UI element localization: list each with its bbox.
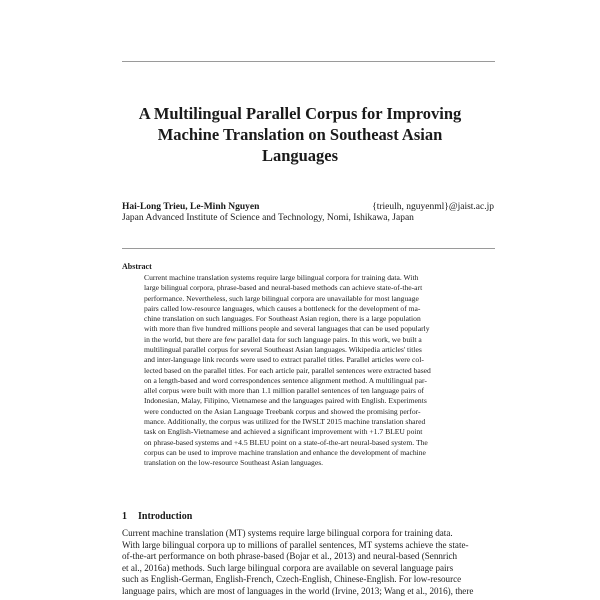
author-block — [122, 202, 494, 224]
abstract-heading: Abstract — [122, 262, 152, 271]
text-line: language pairs, which are most of languages in the world (Irvine, 2013; Wang et al., 2016), there — [122, 585, 474, 596]
text-line: on phrase-based systems and +4.5 BLEU point on a state-of-the-art neural-based system. The — [144, 437, 428, 447]
text-line: chine translation on such languages. For Southeast Asian region, there is a large population — [144, 314, 421, 324]
section-number: 1 — [122, 511, 127, 522]
text-line: such as English-German, English-French, Czech-English, Chinese-English. For low-resource — [122, 574, 462, 585]
text-line: mance. Additionally, the corpus was utilized for the IWSLT 2015 machine translation shared — [144, 416, 426, 426]
text-line: corpus can be used to improve machine translation and enhance the development of machine — [144, 447, 426, 457]
text-line: in the world, but there are few parallel data for such language pairs. In this work, we built a — [144, 334, 422, 344]
intro-body — [122, 528, 495, 598]
mid-rule — [122, 248, 495, 249]
text-line: allel corpus were built with more than 1.1 million parallel sentences of ten language pairs of — [144, 386, 425, 396]
text-line: Current machine translation systems require large bilingual corpora for training data. With — [144, 273, 419, 282]
text-line: multilingual parallel corpus for several Southeast Asian languages. Wikipedia articles' titles — [144, 344, 422, 354]
text-line: translation on the low-resource Southeast Asian languages. — [144, 458, 324, 468]
text-line: performance. Nevertheless, such large bilingual corpora are unavailable for most language — [144, 293, 419, 303]
top-rule — [122, 61, 495, 62]
title-line: Machine Translation on Southeast Asian — [157, 125, 443, 144]
text-line: task on English-Vietnamese and achieved a significant improvement with +1.7 BLEU point — [144, 427, 423, 437]
text-line: with more than five hundred millions people and several languages that can be used popularly — [144, 324, 430, 334]
paper-title — [110, 103, 490, 166]
author-affiliation: Japan Advanced Institute of Science and Technology, Nomi, Ishikawa, Japan — [122, 213, 414, 223]
author-names: Hai-Long Trieu, Le-Minh Nguyen — [122, 202, 260, 212]
title-line: Languages — [261, 146, 339, 165]
author-email: {trieulh, nguyenml}@jaist.ac.jp — [372, 202, 494, 212]
text-line: pairs called low-resource languages, which causes a bottleneck for the development of ma- — [144, 303, 421, 313]
text-line: lected based on the parallel titles. For each article pair, parallel sentences were extracted based — [144, 365, 431, 375]
text-line: and inter-language link records were used to extract parallel titles. Parallel articles were col- — [144, 355, 424, 365]
text-line: on a length-based and word correspondences sentence alignment method. A multilingual par- — [144, 375, 427, 385]
text-line: of-the-art performance on both phrase-based (Bojar et al., 2013) and neural-based (Sennrich — [122, 551, 458, 562]
text-line: large bilingual corpora, phrase-based and neural-based methods can achieve state-of-the-art — [144, 283, 423, 293]
text-line: et al., 2016a) methods. Such large bilingual corpora are available on several language pairs — [122, 562, 454, 573]
section-title: Introduction — [138, 511, 193, 522]
text-line: With large bilingual corpora up to millions of parallel sentences, MT systems achieve the state- — [122, 539, 469, 550]
text-line: were conducted on the Asian Language Treebank corpus and showed the promising perfor- — [144, 406, 421, 416]
title-line: A Multilingual Parallel Corpus for Improving — [138, 104, 462, 123]
text-line: Indonesian, Malay, Filipino, Vietnamese and the languages paired with English. Experiments — [144, 396, 427, 406]
text-line: Current machine translation (MT) systems require large bilingual corpora for training data. — [122, 528, 453, 538]
abstract-body — [144, 273, 476, 468]
section-heading — [122, 511, 192, 522]
